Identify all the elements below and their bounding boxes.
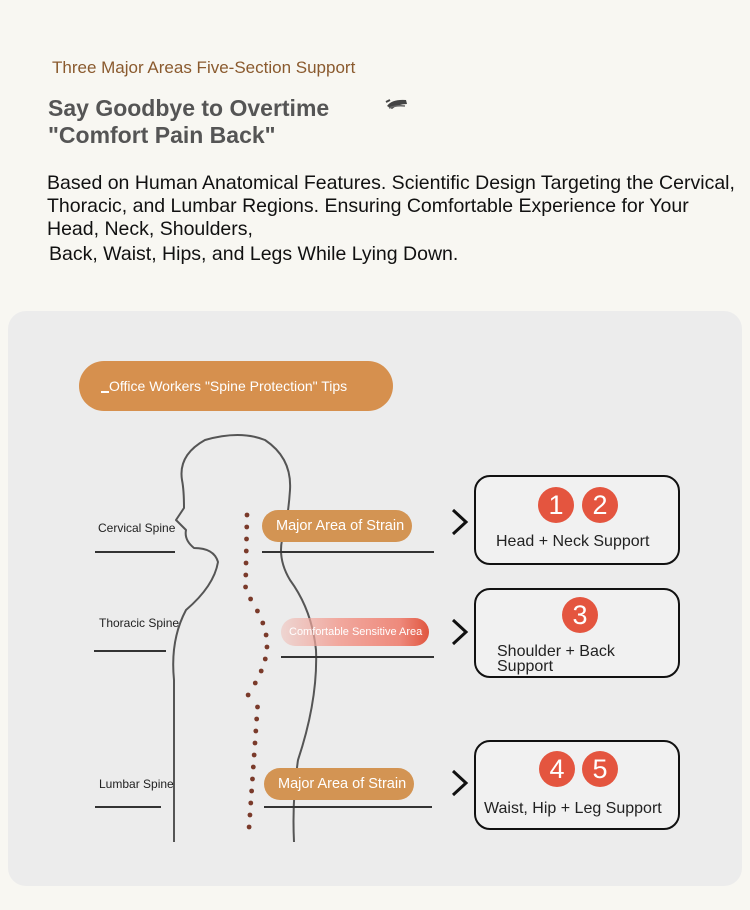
spine-dot bbox=[254, 717, 259, 722]
spine-dot bbox=[260, 621, 265, 626]
spine-dot bbox=[243, 573, 248, 578]
lumbar-rule bbox=[95, 806, 161, 808]
spine-dot bbox=[263, 657, 268, 662]
strain-lower-rule bbox=[264, 806, 432, 808]
spine-dot bbox=[264, 633, 269, 638]
spine-dot bbox=[251, 765, 256, 770]
tips-title: Office Workers "Spine Protection" Tips bbox=[109, 378, 348, 394]
spine-dot bbox=[255, 609, 260, 614]
support-box-shoulder-back bbox=[474, 588, 680, 678]
spine-dot bbox=[244, 525, 249, 530]
chevron-right-icon bbox=[450, 507, 470, 537]
spine-dot bbox=[265, 645, 270, 650]
support-number-badge: 3 bbox=[562, 597, 598, 633]
spine-dot bbox=[247, 825, 252, 830]
support-number-badge: 5 bbox=[582, 751, 618, 787]
spine-dot bbox=[244, 561, 249, 566]
spine-dot bbox=[253, 729, 258, 734]
support-box-waist-hip-leg bbox=[474, 740, 680, 830]
spine-dot bbox=[245, 513, 250, 518]
support-number-badge: 1 bbox=[538, 487, 574, 523]
spine-dot bbox=[259, 669, 264, 674]
spine-dot bbox=[249, 789, 254, 794]
strain-tag-upper: Major Area of Strain bbox=[262, 510, 412, 542]
spine-dot bbox=[244, 537, 249, 542]
thoracic-rule bbox=[94, 650, 166, 652]
spine-dot bbox=[248, 597, 253, 602]
support-label-line-2: Support bbox=[497, 658, 554, 675]
kicker-text: Three Major Areas Five-Section Support bbox=[52, 58, 356, 77]
headline-line-1: Say Goodbye to Overtime bbox=[48, 95, 330, 121]
support-number-badge: 4 bbox=[539, 751, 575, 787]
support-label bbox=[497, 644, 615, 674]
cervical-spine-label: Cervical Spine bbox=[98, 521, 176, 535]
spine-dot bbox=[253, 681, 258, 686]
chevron-right-icon bbox=[450, 617, 470, 647]
strain-upper-rule bbox=[262, 551, 434, 553]
spine-dot bbox=[252, 753, 257, 758]
spine-dot bbox=[248, 813, 253, 818]
description-last-line: Back, Waist, Hips, and Legs While Lying Down. bbox=[49, 243, 459, 265]
support-label-line-1: Shoulder + Back bbox=[497, 643, 615, 660]
spine-dot bbox=[244, 549, 249, 554]
chevron-right-icon bbox=[450, 768, 470, 798]
spine-dot bbox=[255, 705, 260, 710]
headline-line-2: "Comfort Pain Back" bbox=[48, 122, 276, 148]
cervical-rule bbox=[95, 551, 175, 553]
support-label: Head + Neck Support bbox=[496, 533, 650, 550]
spine-dot bbox=[243, 585, 248, 590]
spine-dot bbox=[250, 777, 255, 782]
strain-tag-lower: Major Area of Strain bbox=[264, 768, 414, 800]
thoracic-spine-label: Thoracic Spine bbox=[99, 616, 180, 630]
sensitive-rule bbox=[281, 656, 434, 658]
spine-dot bbox=[253, 741, 258, 746]
sensitive-tag: Comfortable Sensitive Area bbox=[281, 618, 429, 646]
spine-dot bbox=[246, 693, 251, 698]
description: Based on Human Anatomical Features. Scientific Design Targeting the Cervical, Thoracic, and Lumbar Regions. Ensuring Comfortable Experience for Your Head, Neck, Shoulders, bbox=[47, 172, 735, 240]
spine-dot bbox=[248, 801, 253, 806]
support-number-badge: 2 bbox=[582, 487, 618, 523]
lumbar-spine-label: Lumbar Spine bbox=[99, 777, 174, 791]
support-box-head-neck bbox=[474, 475, 680, 565]
support-label: Waist, Hip + Leg Support bbox=[484, 800, 662, 817]
